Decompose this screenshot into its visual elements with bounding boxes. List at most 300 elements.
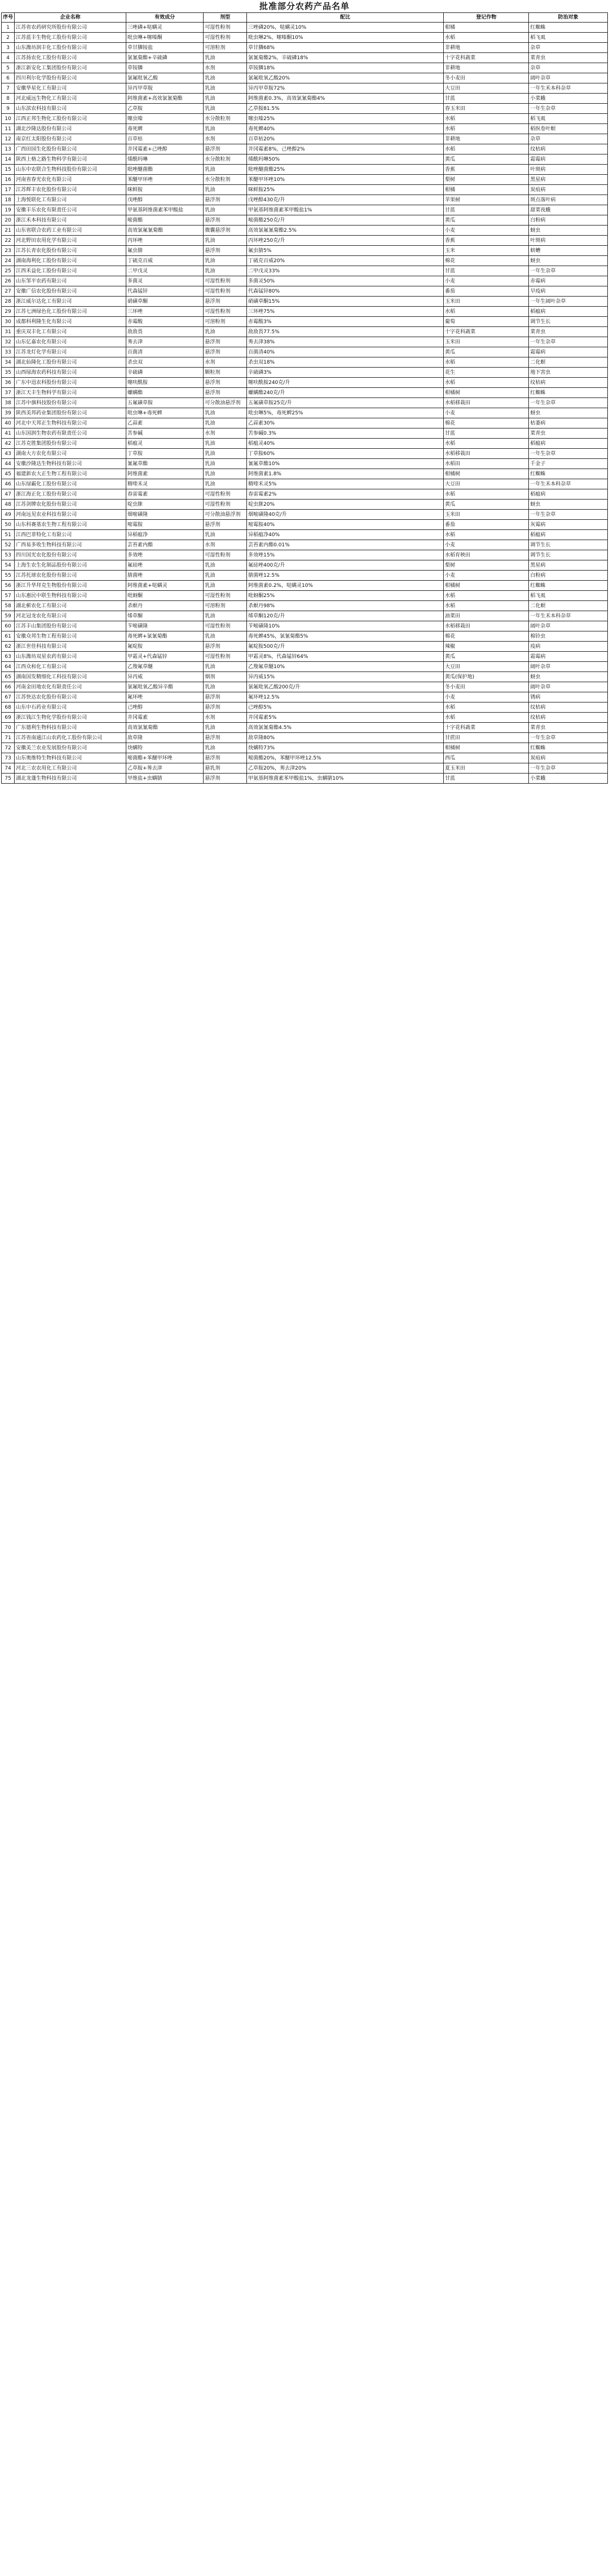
table-row [2, 530, 608, 540]
cell-index: 18 [2, 195, 15, 205]
cell-ratio: 甲氨基阿维菌素苯甲酸盐1% [247, 205, 444, 215]
cell-formulation: 乳油 [204, 104, 247, 114]
cell-company: 江西巴菲特化工有限公司 [15, 530, 126, 540]
cell-ratio: 甲氨基阿维菌素苯甲酸盐1%，虫螨腈10% [247, 774, 444, 784]
table-row [2, 73, 608, 83]
cell-formulation: 悬浮剂 [204, 642, 247, 652]
table-row [2, 226, 608, 236]
cell-company: 江苏省南通江山农药化工股份有限公司 [15, 733, 126, 743]
cell-formulation: 可湿性粉剂 [204, 33, 247, 43]
cell-crop: 甘蓝 [444, 428, 529, 439]
table-row [2, 185, 608, 195]
cell-ingredient: 甲霜灵+代森锰锌 [126, 652, 204, 662]
cell-index: 8 [2, 94, 15, 104]
cell-index: 11 [2, 124, 15, 134]
table-row [2, 236, 608, 246]
table-row [2, 713, 608, 723]
cell-formulation: 乳油 [204, 560, 247, 571]
cell-formulation: 乳油 [204, 439, 247, 449]
cell-target: 稻纵卷叶螟 [529, 124, 608, 134]
cell-ratio: 赤霉酸3% [247, 317, 444, 327]
cell-index: 12 [2, 134, 15, 144]
cell-index: 14 [2, 154, 15, 165]
cell-target: 千金子 [529, 459, 608, 469]
table-row [2, 337, 608, 347]
cell-crop: 大豆田 [444, 479, 529, 489]
cell-ingredient: 氯氰菊酯+辛硫磷 [126, 53, 204, 63]
cell-crop: 水稻 [444, 378, 529, 388]
cell-crop: 黄瓜 [444, 500, 529, 510]
cell-company: 江西众和化工有限公司 [15, 662, 126, 672]
cell-ratio: 氯氰菊酯2%，辛硫磷18% [247, 53, 444, 63]
cell-crop: 水稻 [444, 357, 529, 368]
cell-formulation: 悬浮剂 [204, 774, 247, 784]
cell-ingredient: 丁硫克百威 [126, 256, 204, 266]
cell-ingredient: 百草枯 [126, 134, 204, 144]
cell-company: 浙江钱江生物化学股份有限公司 [15, 713, 126, 723]
table-row [2, 743, 608, 753]
cell-target: 一年生杂草 [529, 104, 608, 114]
cell-target: 一年生杂草 [529, 398, 608, 408]
cell-target: 蚜虫 [529, 500, 608, 510]
cell-ratio: 乙草胺81.5% [247, 104, 444, 114]
cell-target: 赤霉病 [529, 276, 608, 286]
cell-formulation: 可湿性粉剂 [204, 550, 247, 560]
cell-ingredient: 啶虫脒 [126, 500, 204, 510]
cell-crop: 棉花 [444, 631, 529, 642]
cell-ingredient: 莠去津 [126, 337, 204, 347]
cell-crop: 花生 [444, 368, 529, 378]
table-row [2, 652, 608, 662]
cell-company: 湖南海利化工股份有限公司 [15, 256, 126, 266]
cell-target: 稻飞虱 [529, 114, 608, 124]
table-row [2, 560, 608, 571]
cell-crop: 十字花科蔬菜 [444, 53, 529, 63]
cell-ratio: 烟嘧磺隆40克/升 [247, 510, 444, 520]
cell-company: 广东中迅农科股份有限公司 [15, 378, 126, 388]
table-row [2, 368, 608, 378]
cell-ratio: 多效唑15% [247, 550, 444, 560]
cell-target: 稻瘟病 [529, 307, 608, 317]
cell-company: 南京红太阳股份有限公司 [15, 134, 126, 144]
cell-ratio: 乙羧氟草醚10% [247, 662, 444, 672]
cell-ratio: 啶虫脒20% [247, 500, 444, 510]
cell-target: 一年生杂草 [529, 510, 608, 520]
cell-ingredient: 杀虫双 [126, 357, 204, 368]
cell-crop: 棉花 [444, 256, 529, 266]
cell-target: 阔叶杂草 [529, 682, 608, 692]
cell-formulation: 可溶粉剂 [204, 601, 247, 611]
cell-formulation: 悬浮剂 [204, 702, 247, 713]
cell-ratio: 咪鲜胺25% [247, 185, 444, 195]
cell-formulation: 乳油 [204, 631, 247, 642]
cell-company: 江苏丰山集团股份有限公司 [15, 621, 126, 631]
cell-crop: 非耕地 [444, 43, 529, 53]
cell-index: 7 [2, 83, 15, 94]
cell-formulation: 乳油 [204, 205, 247, 215]
cell-index: 56 [2, 581, 15, 591]
table-row [2, 317, 608, 327]
cell-index: 38 [2, 398, 15, 408]
table-row [2, 611, 608, 621]
cell-index: 21 [2, 226, 15, 236]
cell-ratio: 甲霜灵8%，代森锰锌64% [247, 652, 444, 662]
cell-ingredient: 螺螨酯 [126, 388, 204, 398]
cell-ratio: 乙蒜素30% [247, 418, 444, 428]
cell-target: 一年生杂草 [529, 449, 608, 459]
cell-index: 59 [2, 611, 15, 621]
table-row [2, 601, 608, 611]
cell-company: 山东邹平农药有限公司 [15, 276, 126, 286]
table-row [2, 357, 608, 368]
cell-formulation: 可分散油悬浮剂 [204, 398, 247, 408]
table-row [2, 581, 608, 591]
cell-target: 灰霉病 [529, 520, 608, 530]
cell-formulation: 悬浮剂 [204, 378, 247, 388]
cell-formulation: 乳油 [204, 165, 247, 175]
cell-company: 上海生农生化制品股份有限公司 [15, 560, 126, 571]
table-row [2, 692, 608, 702]
cell-ratio: 氟虫腈5% [247, 246, 444, 256]
cell-crop: 冬小麦田 [444, 73, 529, 83]
cell-company: 浙江威尔达化工有限公司 [15, 297, 126, 307]
cell-crop: 水稻育秧田 [444, 550, 529, 560]
cell-crop: 甘蓝 [444, 94, 529, 104]
cell-target: 纹枯病 [529, 144, 608, 154]
cell-index: 28 [2, 297, 15, 307]
cell-ratio: 毒死蜱40% [247, 124, 444, 134]
cell-ingredient: 异稻瘟净 [126, 530, 204, 540]
cell-ratio: 莠去津38% [247, 337, 444, 347]
cell-target: 叶斑病 [529, 236, 608, 246]
cell-crop: 小麦 [444, 692, 529, 702]
cell-ingredient: 丙环唑 [126, 236, 204, 246]
table-row [2, 702, 608, 713]
cell-ratio: 嘧菌酯250克/升 [247, 215, 444, 226]
cell-target: 蚜虫 [529, 408, 608, 418]
cell-index: 3 [2, 43, 15, 53]
table-row [2, 733, 608, 743]
cell-ratio: 芸苔素内酯0.01% [247, 540, 444, 550]
cell-crop: 柑橘 [444, 23, 529, 33]
cell-ingredient: 氟硅唑 [126, 560, 204, 571]
cell-index: 62 [2, 642, 15, 652]
table-row [2, 124, 608, 134]
cell-formulation: 可溶粉剂 [204, 317, 247, 327]
table-row [2, 672, 608, 682]
cell-ratio: 苦参碱0.3% [247, 428, 444, 439]
cell-company: 山东惠民中联生物科技有限公司 [15, 591, 126, 601]
cell-ingredient: 乙羧氟草醚 [126, 662, 204, 672]
cell-crop: 小麦 [444, 540, 529, 550]
cell-ratio: 苄嘧磺隆10% [247, 621, 444, 631]
cell-ratio: 高效氯氰菊酯4.5% [247, 723, 444, 733]
cell-crop: 西瓜 [444, 753, 529, 763]
cell-target: 二化螟 [529, 601, 608, 611]
cell-index: 35 [2, 368, 15, 378]
cell-ingredient: 氯氟吡氧乙酸 [126, 73, 204, 83]
cell-index: 25 [2, 266, 15, 276]
cell-formulation: 悬乳剂 [204, 763, 247, 774]
cell-company: 江苏蓝丰生物化工股份有限公司 [15, 33, 126, 43]
cell-target: 蚜虫 [529, 226, 608, 236]
cell-company: 山东科赛基农生物工程有限公司 [15, 520, 126, 530]
cell-formulation: 悬浮剂 [204, 215, 247, 226]
cell-company: 安徽广信农化股份有限公司 [15, 286, 126, 297]
cell-ratio: 嘧霉胺40% [247, 520, 444, 530]
cell-ratio: 吡虫啉5%，毒死蜱25% [247, 408, 444, 418]
cell-index: 60 [2, 621, 15, 631]
cell-ingredient: 咪鲜胺 [126, 185, 204, 195]
cell-ratio: 春雷霉素2% [247, 489, 444, 500]
cell-ingredient: 毒死蜱+氯氰菊酯 [126, 631, 204, 642]
cell-ratio: 敌敌畏77.5% [247, 327, 444, 337]
cell-crop: 水稻 [444, 114, 529, 124]
cell-ingredient: 敌草隆 [126, 733, 204, 743]
cell-ingredient: 吡虫啉+毒死蜱 [126, 408, 204, 418]
table-row [2, 642, 608, 652]
cell-crop: 水稻田 [444, 459, 529, 469]
cell-company: 河北冠龙农化有限公司 [15, 611, 126, 621]
cell-index: 30 [2, 317, 15, 327]
cell-crop: 柑橘树 [444, 469, 529, 479]
cell-index: 57 [2, 591, 15, 601]
table-row [2, 428, 608, 439]
cell-company: 浙江新安化工集团股份有限公司 [15, 63, 126, 73]
cell-ingredient: 吡虫啉+噻嗪酮 [126, 33, 204, 43]
table-row [2, 327, 608, 337]
cell-company: 江苏七洲绿色化工股份有限公司 [15, 307, 126, 317]
cell-ingredient: 二甲戊灵 [126, 266, 204, 276]
cell-index: 15 [2, 165, 15, 175]
cell-ingredient: 苄嘧磺隆 [126, 621, 204, 631]
cell-company: 安徽华星化工有限公司 [15, 83, 126, 94]
cell-target: 白粉病 [529, 215, 608, 226]
cell-ingredient: 氟环唑 [126, 692, 204, 702]
cell-index: 51 [2, 530, 15, 540]
cell-formulation: 颗粒剂 [204, 368, 247, 378]
cell-target: 红蜘蛛 [529, 743, 608, 753]
cell-company: 湖北仙隆化工股份有限公司 [15, 357, 126, 368]
cell-target: 杂草 [529, 134, 608, 144]
cell-crop: 辣椒 [444, 642, 529, 652]
cell-target: 红蜘蛛 [529, 23, 608, 33]
cell-company: 浙江禾本科技有限公司 [15, 215, 126, 226]
cell-formulation: 乳油 [204, 530, 247, 540]
cell-index: 46 [2, 479, 15, 489]
cell-target: 蚜虫 [529, 256, 608, 266]
cell-company: 上海悦联化工有限公司 [15, 195, 126, 205]
cell-target: 杂草 [529, 63, 608, 73]
cell-index: 31 [2, 327, 15, 337]
cell-company: 湖北龙蓬生物科技有限公司 [15, 774, 126, 784]
cell-index: 71 [2, 733, 15, 743]
cell-target: 一年生杂草 [529, 337, 608, 347]
cell-company: 成都科利隆生化有限公司 [15, 317, 126, 327]
cell-target: 白粉病 [529, 571, 608, 581]
cell-formulation: 悬浮剂 [204, 297, 247, 307]
cell-company: 四川国光农化股份有限公司 [15, 550, 126, 560]
cell-index: 48 [2, 500, 15, 510]
cell-company: 安徽众邦生物工程有限公司 [15, 631, 126, 642]
cell-company: 广东德利生物科技有限公司 [15, 723, 126, 733]
cell-company: 江西正邦生物化工股份有限公司 [15, 114, 126, 124]
cell-ratio: 氯氟吡氧乙酸200克/升 [247, 682, 444, 692]
column-header-company: 企业名称 [15, 13, 126, 23]
cell-crop: 黄瓜 [444, 347, 529, 357]
cell-ratio: 敌草隆80% [247, 733, 444, 743]
cell-company: 山东绿霸化工股份有限公司 [15, 479, 126, 489]
cell-company: 陕西美邦药业集团股份有限公司 [15, 408, 126, 418]
cell-crop: 柑橘树 [444, 743, 529, 753]
cell-ratio: 三环唑75% [247, 307, 444, 317]
cell-target: 霜霉病 [529, 154, 608, 165]
cell-crop: 玉米田 [444, 510, 529, 520]
cell-target: 菜青虫 [529, 428, 608, 439]
cell-ingredient: 赤霉酸 [126, 317, 204, 327]
cell-formulation: 可湿性粉剂 [204, 307, 247, 317]
cell-formulation: 悬浮剂 [204, 692, 247, 702]
cell-ratio: 吡唑醚菌酯25% [247, 165, 444, 175]
cell-formulation: 烟剂 [204, 672, 247, 682]
cell-company: 江苏克胜集团股份有限公司 [15, 439, 126, 449]
cell-crop: 玉米田 [444, 337, 529, 347]
table-row [2, 439, 608, 449]
cell-ratio: 五氟磺草胺25克/升 [247, 398, 444, 408]
cell-target: 二化螟 [529, 357, 608, 368]
cell-index: 43 [2, 449, 15, 459]
cell-index: 47 [2, 489, 15, 500]
cell-company: 安徽丰乐农化有限责任公司 [15, 205, 126, 215]
cell-formulation: 悬浮剂 [204, 337, 247, 347]
cell-ratio: 腈菌唑12.5% [247, 571, 444, 581]
cell-target: 稻瘟病 [529, 530, 608, 540]
table-row [2, 388, 608, 398]
cell-formulation: 乳油 [204, 256, 247, 266]
cell-company: 山东亿嘉农化有限公司 [15, 337, 126, 347]
cell-target: 一年生杂草 [529, 733, 608, 743]
table-row [2, 144, 608, 154]
cell-company: 山东奥维特生物科技有限公司 [15, 753, 126, 763]
cell-crop: 春玉米田 [444, 104, 529, 114]
cell-formulation: 可湿性粉剂 [204, 652, 247, 662]
cell-crop: 玉米田 [444, 297, 529, 307]
cell-ingredient: 氯氟吡氧乙酸异辛酯 [126, 682, 204, 692]
cell-crop: 柑橘 [444, 185, 529, 195]
cell-ingredient: 嘧霉胺 [126, 520, 204, 530]
cell-index: 32 [2, 337, 15, 347]
cell-company: 广西田园生化股份有限公司 [15, 144, 126, 154]
cell-crop: 香蕉 [444, 165, 529, 175]
cell-index: 72 [2, 743, 15, 753]
cell-company: 浙江升华拜克生物股份有限公司 [15, 581, 126, 591]
column-header-ingredient: 有效成分 [126, 13, 204, 23]
cell-index: 49 [2, 510, 15, 520]
cell-formulation: 乳油 [204, 479, 247, 489]
cell-crop: 甘蔗田 [444, 733, 529, 743]
cell-ingredient: 辛硫磷 [126, 368, 204, 378]
table-row [2, 682, 608, 692]
cell-target: 红蜘蛛 [529, 388, 608, 398]
cell-company: 陕西上格之路生物科学有限公司 [15, 154, 126, 165]
cell-target: 棉铃虫 [529, 631, 608, 642]
cell-ingredient: 五氟磺草胺 [126, 398, 204, 408]
column-header-formulation: 剂型 [204, 13, 247, 23]
cell-formulation: 乳油 [204, 53, 247, 63]
cell-ratio: 草甘膦68% [247, 43, 444, 53]
cell-target: 红蜘蛛 [529, 469, 608, 479]
table-row [2, 307, 608, 317]
cell-ingredient: 高效氯氰菊酯 [126, 723, 204, 733]
cell-company: 江苏省农药研究所股份有限公司 [15, 23, 126, 33]
cell-formulation: 悬浮剂 [204, 195, 247, 205]
cell-company: 安徽美兰农业发展股份有限公司 [15, 743, 126, 753]
table-row [2, 215, 608, 226]
cell-ingredient: 草甘膦铵盐 [126, 43, 204, 53]
cell-company: 山东潍坊双星农药有限公司 [15, 652, 126, 662]
cell-ratio: 丙环唑250克/升 [247, 236, 444, 246]
table-row [2, 114, 608, 124]
cell-index: 2 [2, 33, 15, 43]
cell-index: 29 [2, 307, 15, 317]
cell-formulation: 水剂 [204, 357, 247, 368]
cell-ingredient: 百菌清 [126, 347, 204, 357]
table-row [2, 286, 608, 297]
cell-formulation: 乳油 [204, 611, 247, 621]
cell-company: 河北三农农用化工有限公司 [15, 763, 126, 774]
cell-ingredient: 井冈霉素+己唑醇 [126, 144, 204, 154]
cell-ratio: 异丙甲草胺72% [247, 83, 444, 94]
cell-crop: 苹果树 [444, 195, 529, 205]
cell-formulation: 可湿性粉剂 [204, 621, 247, 631]
cell-ingredient: 异丙甲草胺 [126, 83, 204, 94]
table-row [2, 418, 608, 428]
cell-crop: 小麦 [444, 276, 529, 286]
cell-ingredient: 敌敌畏 [126, 327, 204, 337]
cell-ratio: 阿维菌素1.8% [247, 469, 444, 479]
table-row [2, 104, 608, 114]
table-row [2, 53, 608, 63]
cell-target: 菜青虫 [529, 53, 608, 63]
cell-formulation: 水剂 [204, 540, 247, 550]
cell-formulation: 乳油 [204, 682, 247, 692]
cell-company: 江苏扬农化工股份有限公司 [15, 53, 126, 63]
cell-formulation: 乳油 [204, 185, 247, 195]
cell-crop: 小麦 [444, 408, 529, 418]
cell-ratio: 毒死蜱45%，氯氰菊酯5% [247, 631, 444, 642]
table-row [2, 266, 608, 276]
cell-ratio: 氟环唑12.5% [247, 692, 444, 702]
column-header-target: 防治对象 [529, 13, 608, 23]
table-row [2, 23, 608, 33]
cell-target: 阔叶杂草 [529, 73, 608, 83]
cell-ingredient: 嘧菌酯+苯醚甲环唑 [126, 753, 204, 763]
cell-formulation: 可湿性粉剂 [204, 500, 247, 510]
cell-ingredient: 异丙威 [126, 672, 204, 682]
cell-crop: 水稻 [444, 124, 529, 134]
cell-crop: 黄瓜 [444, 652, 529, 662]
cell-target: 蚜虫 [529, 672, 608, 682]
cell-ratio: 丁草胺60% [247, 449, 444, 459]
cell-index: 41 [2, 428, 15, 439]
cell-ratio: 井冈霉素8%，己唑醇2% [247, 144, 444, 154]
cell-formulation: 悬浮剂 [204, 388, 247, 398]
cell-ratio: 三唑磷20%，哒螨灵10% [247, 23, 444, 33]
cell-target: 菜青虫 [529, 723, 608, 733]
table-row [2, 469, 608, 479]
cell-crop: 十字花科蔬菜 [444, 327, 529, 337]
table-row [2, 540, 608, 550]
